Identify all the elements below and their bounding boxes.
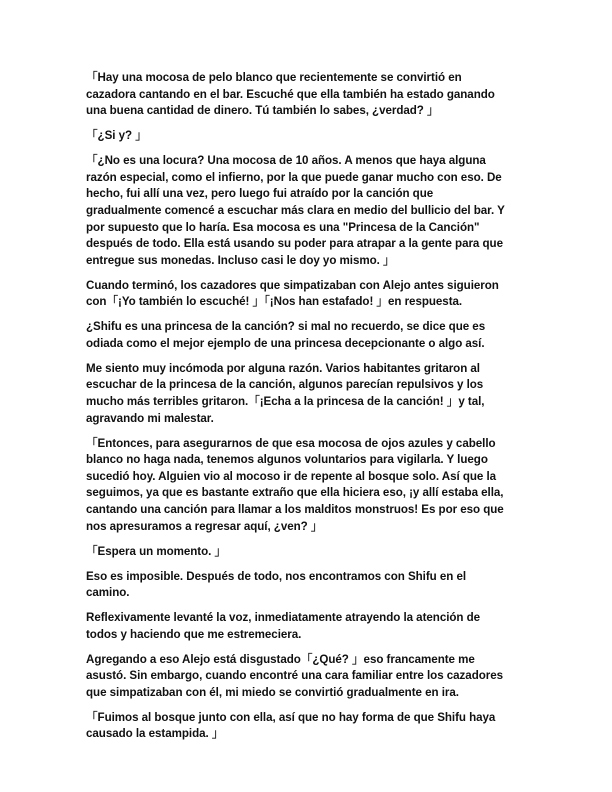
paragraph-6: Me siento muy incómoda por alguna razón. Varios habitantes gritaron al escuchar de la princesa de la canción, algunos parecían repulsivos y los mucho más terribles gritaron.「¡Echa a la princesa de la canción! 」y tal, agravando mi malestar.	[86, 361, 485, 425]
paragraph-11: Agregando a eso Alejo está disgustado「¿Qué? 」eso francamente me asustó. Sin embargo, cuando encontré una cara familiar entre los cazadores que simpatizaban con él, mi miedo se convirtió gradualmente en ira.	[86, 652, 504, 699]
paragraph-3: 「¿No es una locura? Una mocosa de 10 años. A menos que haya alguna razón especial, como el infierno, por la que puede ganar mucho con eso. De hecho, fui allí una vez, pero luego fui atraído por la canción que gradualmente comencé a escuchar más clara en medio del bullicio del bar. Y por supuesto que lo haría. Esa mocosa es una "Princesa de la Canción" después de todo. Ella está usando su poder para atrapar a la gente para que entregue sus monedas. Incluso casi le doy yo mismo. 」	[86, 154, 505, 267]
paragraph-1: 「Hay una mocosa de pelo blanco que recientemente se convirtió en cazadora cantando en el bar. Escuché que ella también ha estado ganando una buena cantidad de dinero. Tú también lo sabes, ¿verdad? 」	[86, 71, 495, 118]
body-text	[86, 70, 526, 751]
paragraph-4: Cuando terminó, los cazadores que simpatizaban con Alejo antes siguieron con「¡Yo también lo escuché! 」「¡Nos han estafado! 」en respuesta.	[86, 278, 499, 309]
paragraph-12: 「Fuimos al bosque junto con ella, así que no hay forma de que Shifu haya causado la estampida. 」	[86, 710, 496, 741]
paragraph-5: ¿Shifu es una princesa de la canción? si mal no recuerdo, se dice que es odiada como el mejor ejemplo de una princesa decepcionante o algo así.	[86, 320, 486, 350]
paragraph-7: 「Entonces, para asegurarnos de que esa mocosa de ojos azules y cabello blanco no haga nada, tenemos algunos voluntarios para vigilarla. Y luego sucedió hoy. Alguien vio al mocoso ir de repente al bosque solo. Así que la seguimos, ya que es bastante extraño que ella hiciera eso, ¡y allí estaba ella, cantando una canción para llamar a los malditos monstruos! Es por eso que nos apresuramos a regresar aquí, ¿ven? 」	[86, 436, 504, 533]
paragraph-8: 「Espera un momento. 」	[86, 544, 227, 558]
paragraph-2: 「¿Si y? 」	[86, 129, 147, 143]
paragraph-10: Reflexivamente levanté la voz, inmediatamente atrayendo la atención de todos y haciendo que me estremeciera.	[86, 611, 481, 641]
paragraph-9: Eso es imposible. Después de todo, nos encontramos con Shifu en el camino.	[86, 569, 467, 600]
